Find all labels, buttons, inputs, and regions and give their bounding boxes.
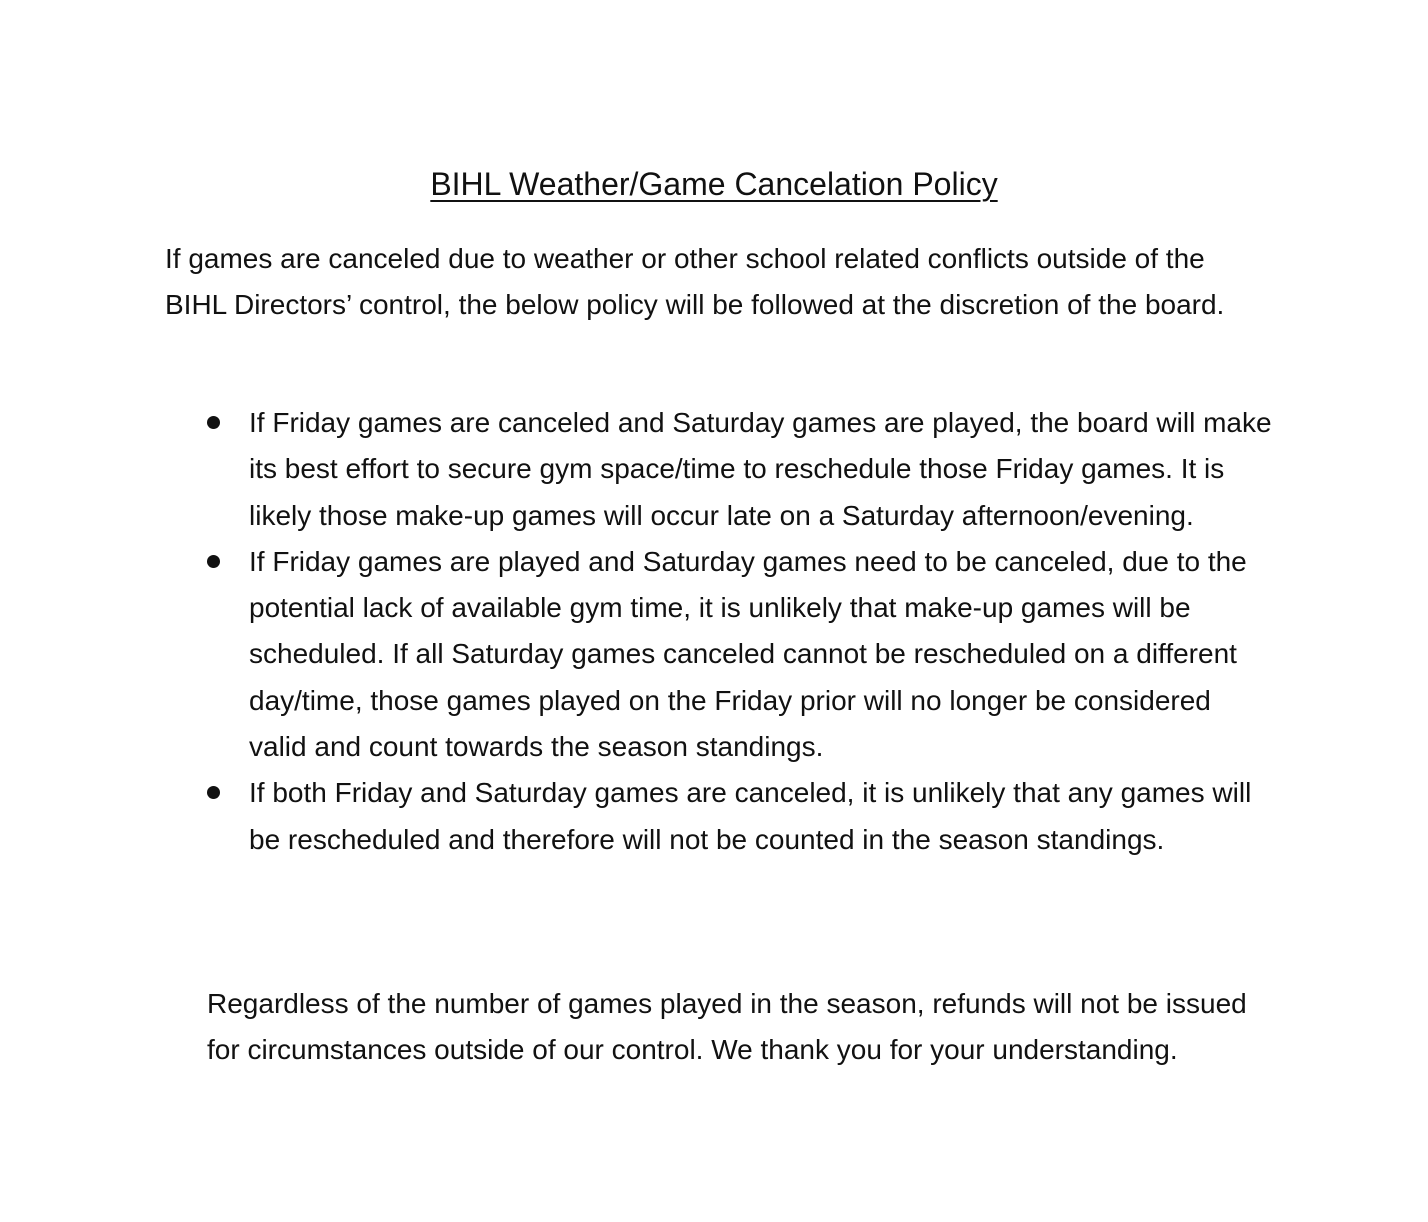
policy-bullet-list — [165, 400, 1275, 863]
bullet-icon — [207, 786, 220, 799]
bullet-icon — [207, 416, 220, 429]
document-title — [0, 162, 1428, 206]
closing-paragraph: Regardless of the number of games played in the season, refunds will not be issued for circumstances outside of our control. We thank you for your understanding. — [207, 988, 1247, 1066]
bullet-icon — [207, 555, 220, 568]
policy-bullet-item — [165, 400, 1275, 539]
policy-bullet-item — [165, 770, 1275, 863]
policy-bullet-text: If Friday games are canceled and Saturday games are played, the board will make its best effort to secure gym space/time to reschedule those Friday games. It is likely those make-up games will occur late on a Saturday afternoon/evening. — [249, 407, 1272, 531]
intro-paragraph: If games are canceled due to weather or other school related conflicts outside of the BIHL Directors’ control, the below policy will be followed at the discretion of the board. — [165, 243, 1225, 321]
policy-bullet-item — [165, 539, 1275, 770]
document-title-text: BIHL Weather/Game Cancelation Policy — [430, 166, 998, 202]
policy-bullet-text: If Friday games are played and Saturday games need to be canceled, due to the potential lack of available gym time, it is unlikely that make-up games will be scheduled. If all Saturday games canceled cannot be rescheduled on a different day/time, those games played on the Friday prior will no longer be considered valid and count towards the season standings. — [249, 545, 1247, 763]
policy-bullet-text: If both Friday and Saturday games are canceled, it is unlikely that any games will be rescheduled and therefore will not be counted in the season standings. — [249, 777, 1252, 855]
